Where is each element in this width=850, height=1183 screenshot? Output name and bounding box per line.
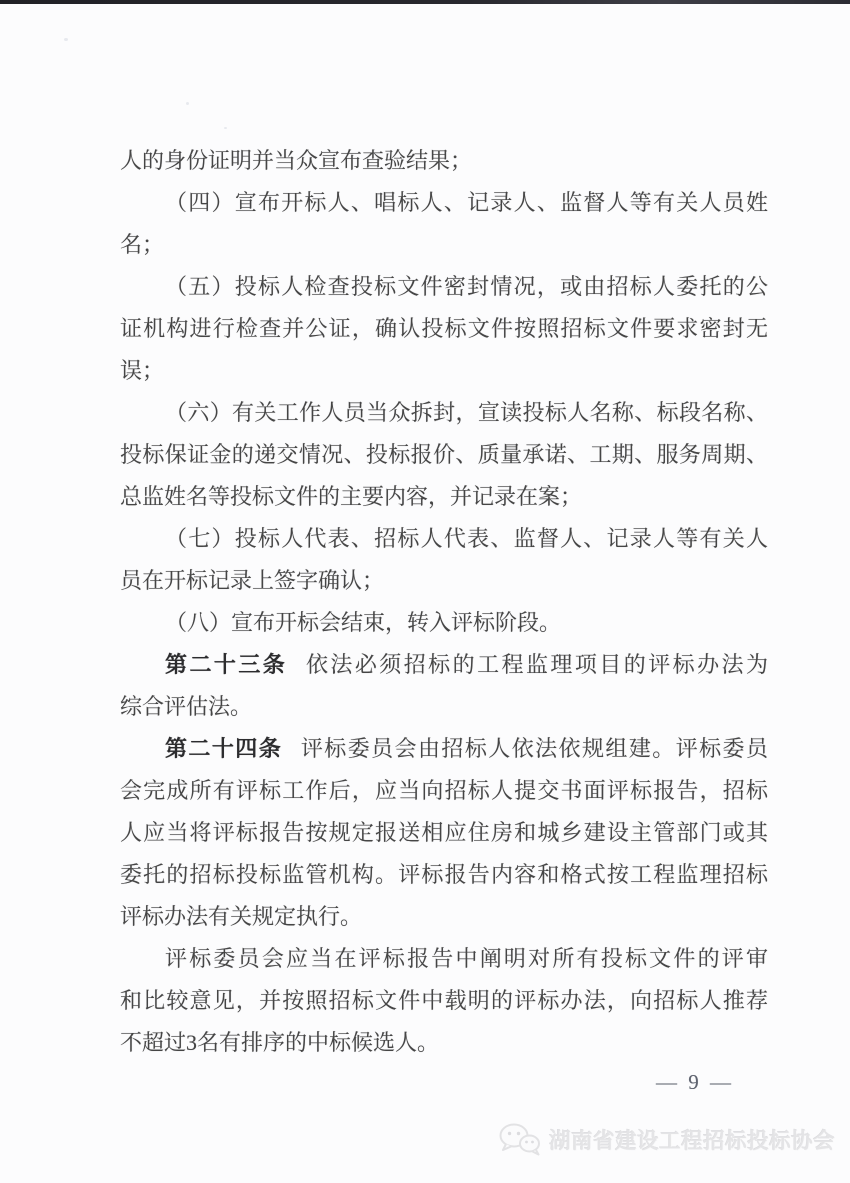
body-line: 投标保证金的递交情况、投标报价、质量承诺、工期、服务周期、 bbox=[120, 442, 768, 467]
scan-speck bbox=[64, 38, 68, 41]
body-line: 综合评估法。 bbox=[120, 694, 253, 719]
body-line: 证机构进行检查并公证，确认投标文件按照招标文件要求密封无 bbox=[120, 316, 768, 341]
article-text: 依法必须招标的工程监理项目的评标办法为 bbox=[305, 652, 768, 677]
body-line: 会完成所有评标工作后，应当向招标人提交书面评标报告，招标 bbox=[120, 778, 768, 803]
document-body bbox=[120, 140, 768, 1064]
body-line: （八）宣布开标会结束，转入评标阶段。 bbox=[165, 610, 562, 635]
body-line: （七）投标人代表、招标人代表、监督人、记录人等有关人 bbox=[165, 526, 768, 551]
body-line article-23 bbox=[120, 644, 768, 686]
page-number: — 9 — bbox=[656, 1070, 734, 1094]
article-text: 评标委员会由招标人依法依规组建。评标委员 bbox=[300, 736, 768, 761]
body-line: 误； bbox=[120, 358, 165, 383]
article-number: 第二十三条 bbox=[165, 652, 288, 677]
body-line: 人的身份证明并当众宣布查验结果； bbox=[120, 148, 473, 173]
body-line: 员在开标记录上签字确认； bbox=[120, 568, 385, 593]
watermark-text: 湖南省建设工程招标投标协会 bbox=[549, 1128, 836, 1153]
body-line article-24 bbox=[120, 728, 768, 770]
body-line: 总监姓名等投标文件的主要内容，并记录在案； bbox=[120, 484, 583, 509]
body-line: （四）宣布开标人、唱标人、记录人、监督人等有关人员姓 bbox=[165, 190, 768, 215]
body-line: （五）投标人检查投标文件密封情况，或由招标人委托的公 bbox=[165, 274, 768, 299]
body-line: 人应当将评标报告按规定报送相应住房和城乡建设主管部门或其 bbox=[120, 820, 768, 845]
watermark bbox=[498, 1122, 835, 1156]
body-line: （六）有关工作人员当众拆封，宣读投标人名称、标段名称、 bbox=[165, 400, 768, 425]
body-line: 名； bbox=[120, 232, 165, 257]
wechat-icon bbox=[498, 1122, 542, 1156]
scan-speck bbox=[186, 102, 189, 105]
scan-speck bbox=[224, 127, 227, 129]
body-line: 委托的招标投标监管机构。评标报告内容和格式按工程监理招标 bbox=[120, 862, 768, 887]
scan-top-border bbox=[0, 0, 850, 4]
body-line: 不超过3名有排序的中标候选人。 bbox=[120, 1030, 440, 1055]
article-number: 第二十四条 bbox=[165, 736, 283, 761]
body-line: 评标办法有关规定执行。 bbox=[120, 904, 363, 929]
body-line: 和比较意见，并按照招标文件中载明的评标办法，向招标人推荐 bbox=[120, 988, 768, 1013]
body-line: 评标委员会应当在评标报告中阐明对所有投标文件的评审 bbox=[165, 946, 768, 971]
